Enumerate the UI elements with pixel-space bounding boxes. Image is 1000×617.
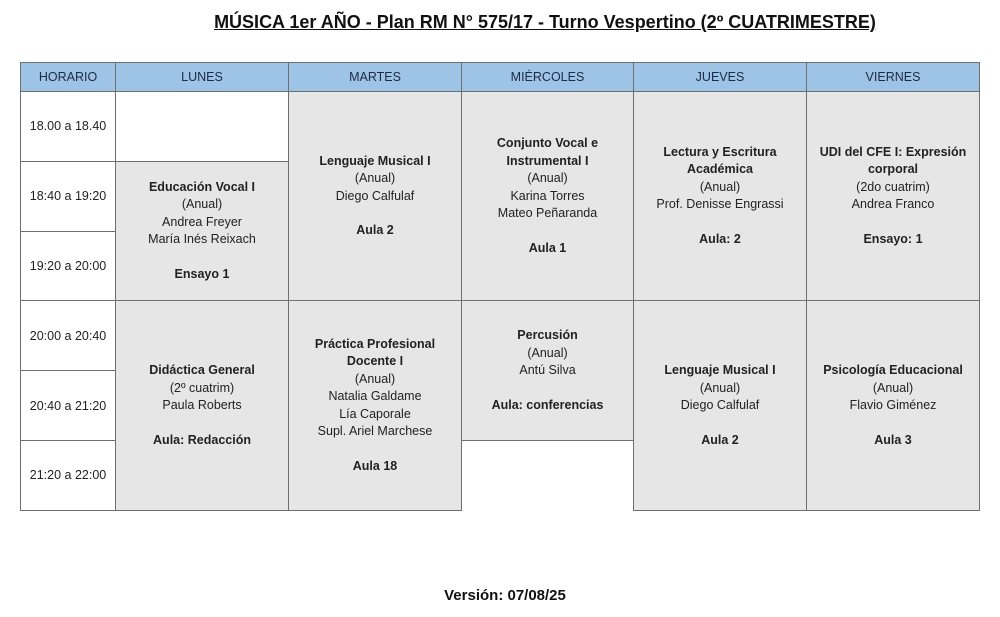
time-slot: 18:40 a 19:20 bbox=[21, 161, 116, 231]
class-teacher: Mateo Peñaranda bbox=[497, 206, 598, 221]
class-teacher: Prof. Denisse Engrassi bbox=[656, 197, 784, 212]
class-name: Didáctica General bbox=[149, 363, 255, 378]
class-term: (Anual) bbox=[872, 380, 914, 395]
time-slot: 20:40 a 21:20 bbox=[21, 371, 116, 441]
time-slot: 18.00 a 18.40 bbox=[21, 92, 116, 162]
class-cell-viernes-2 bbox=[807, 301, 980, 510]
header-horario: HORARIO bbox=[21, 63, 116, 92]
table-row bbox=[21, 92, 980, 162]
class-name: Lenguaje Musical I bbox=[664, 363, 776, 378]
class-room: Aula: conferencias bbox=[491, 397, 604, 412]
class-room: Aula 1 bbox=[528, 240, 567, 255]
class-cell-viernes-1 bbox=[807, 92, 980, 301]
empty-cell bbox=[116, 92, 289, 162]
class-name: Lenguaje Musical I bbox=[319, 153, 431, 168]
time-slot: 19:20 a 20:00 bbox=[21, 231, 116, 301]
class-term: (Anual) bbox=[354, 171, 396, 186]
class-teacher: Natalia Galdame bbox=[328, 389, 422, 404]
class-teacher: Supl. Ariel Marchese bbox=[317, 424, 433, 439]
class-room: Ensayo 1 bbox=[174, 266, 230, 281]
class-cell-jueves-1 bbox=[634, 92, 807, 301]
class-cell-lunes-1 bbox=[116, 161, 289, 301]
class-cell-martes-2 bbox=[289, 301, 462, 510]
class-teacher: Lía Caporale bbox=[339, 406, 411, 421]
page-title: MÚSICA 1er AÑO - Plan RM N° 575/17 - Turno Vespertino (2º CUATRIMESTRE) bbox=[214, 12, 876, 32]
class-teacher: Antú Silva bbox=[519, 363, 576, 378]
header-row bbox=[21, 63, 980, 92]
time-slot: 20:00 a 20:40 bbox=[21, 301, 116, 371]
class-name: Psicología Educacional bbox=[823, 363, 963, 378]
class-teacher: Diego Calfulaf bbox=[680, 398, 760, 413]
class-cell-jueves-2 bbox=[634, 301, 807, 510]
schedule-table bbox=[20, 62, 980, 511]
class-cell-martes-1 bbox=[289, 92, 462, 301]
class-teacher: Karina Torres bbox=[510, 188, 585, 203]
class-term: (Anual) bbox=[181, 197, 223, 212]
class-name: Educación Vocal I bbox=[148, 179, 256, 194]
class-term: (Anual) bbox=[527, 345, 568, 360]
class-name: UDI del CFE I: Expresión corporal bbox=[819, 144, 967, 177]
class-term: (Anual) bbox=[699, 179, 741, 194]
class-room: Aula: 2 bbox=[699, 231, 741, 246]
header-lunes: LUNES bbox=[116, 63, 289, 92]
class-room: Ensayo: 1 bbox=[863, 231, 923, 246]
class-teacher: Diego Calfulaf bbox=[335, 188, 415, 203]
class-cell-miercoles-1 bbox=[462, 92, 634, 301]
class-room: Aula 3 bbox=[874, 432, 912, 447]
class-term: (2do cuatrim) bbox=[856, 179, 930, 194]
class-term: (2º cuatrim) bbox=[169, 380, 235, 395]
table-row bbox=[21, 301, 980, 371]
header-martes: MARTES bbox=[289, 63, 462, 92]
class-cell-miercoles-2 bbox=[462, 301, 634, 441]
class-cell-lunes-2 bbox=[116, 301, 289, 510]
class-room: Aula 2 bbox=[356, 223, 394, 238]
class-teacher: Andrea Freyer bbox=[162, 214, 242, 229]
header-jueves: JUEVES bbox=[634, 63, 807, 92]
class-term: (Anual) bbox=[699, 380, 741, 395]
header-miercoles: MIÉRCOLES bbox=[462, 63, 634, 92]
class-room: Aula: Redacción bbox=[153, 432, 251, 447]
class-room: Aula 2 bbox=[701, 432, 739, 447]
class-name: Percusión bbox=[517, 328, 578, 343]
empty-cell bbox=[462, 440, 634, 510]
class-name: Práctica Profesional Docente I bbox=[314, 336, 436, 369]
class-term: (Anual) bbox=[354, 371, 396, 386]
time-slot: 21:20 a 22:00 bbox=[21, 440, 116, 510]
class-name: Lectura y Escritura Académica bbox=[663, 144, 777, 177]
class-room: Aula 18 bbox=[352, 458, 398, 473]
header-viernes: VIERNES bbox=[807, 63, 980, 92]
class-term: (Anual) bbox=[527, 171, 568, 186]
class-teacher: Paula Roberts bbox=[162, 398, 242, 413]
class-name: Conjunto Vocal e Instrumental I bbox=[496, 136, 599, 168]
class-teacher: Flavio Giménez bbox=[849, 398, 937, 413]
version-label: Versión: 07/08/25 bbox=[444, 587, 566, 604]
class-teacher: Andrea Franco bbox=[851, 197, 935, 212]
class-teacher: María Inés Reixach bbox=[148, 232, 256, 247]
